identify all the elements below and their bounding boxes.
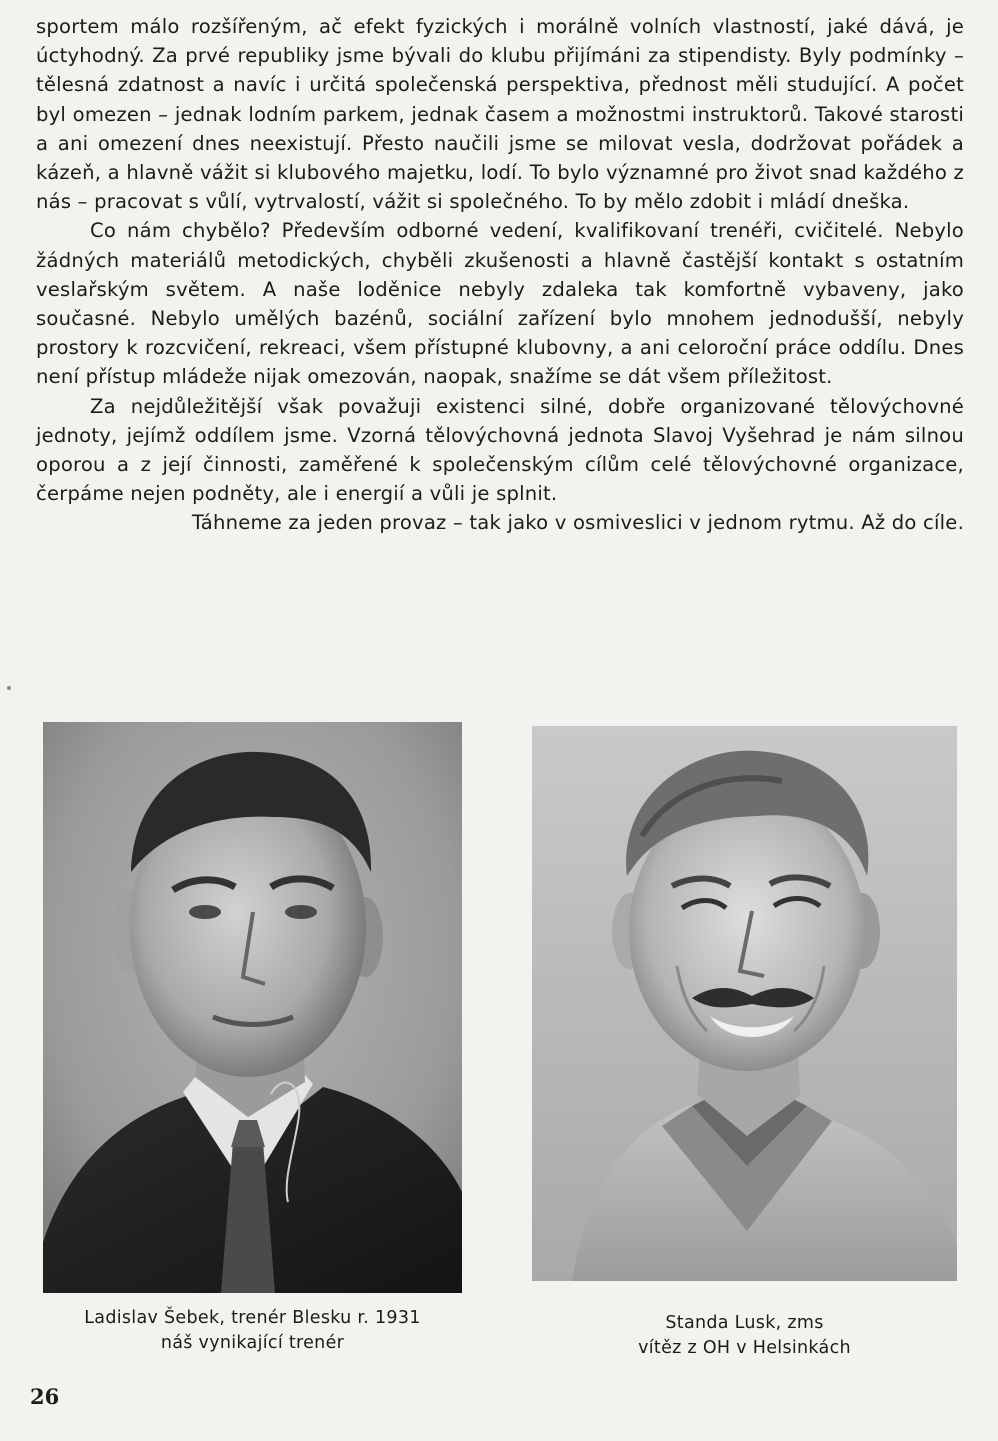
caption-line: Standa Lusk, zms — [665, 1313, 824, 1333]
portrait-photo-lusk — [532, 726, 957, 1281]
page-number: 26 — [30, 1384, 60, 1409]
photo-caption-right — [532, 1311, 957, 1361]
print-speck — [7, 686, 11, 690]
paragraph-continued: sportem málo rozšířeným, ač efekt fyzických i morálně volních vlastností, jaké dává, je úctyhodný. Za prvé republiky jsme bývali do klubu přijímáni za stipendisty. Byly podmínky – tělesná zdatnost a navíc i určitá společenská perspektiva, přednost měli studující. A počet byl omezen – jednak lodním parkem, jednak časem a možnostmi instruktorů. Takové starosti a ani omezení dnes neexistují. Přesto naučili jsme se milovat vesla, dodržovat pořádek a kázeň, a hlavně vážit si klubového majetku, lodí. To bylo významné pro život snad každého z nás – pracovat s vůlí, vytrvalostí, vážit si společného. To by mělo zdobit i mládí dneška. — [36, 15, 964, 214]
photo-caption-left — [43, 1306, 462, 1356]
portrait-photo-sebek — [43, 722, 462, 1293]
caption-line: Ladislav Šebek, trenér Blesku r. 1931 — [84, 1308, 421, 1328]
paragraph: Za nejdůležitější však považuji existenci silné, dobře organizované tělovýchovné jednoty, jejímž oddílem jsme. Vzorná tělovýchovná jednota Slavoj Vyšehrad je nám silnou oporou a z její činnosti, zaměřené k společenským cílům celé tělovýchovné organizace, čerpáme nejen podněty, ale i energií a vůli je splnit. — [36, 394, 964, 506]
paragraph-closing: Táhneme za jeden provaz – tak jako v osmiveslici v jednom rytmu. Až do cíle. — [191, 511, 964, 535]
article-body — [36, 12, 964, 538]
caption-line: vítěz z OH v Helsinkách — [638, 1338, 851, 1358]
caption-line: náš vynikající trenér — [160, 1333, 345, 1353]
paragraph: Co nám chybělo? Především odborné vedení, kvalifikovaní trenéři, cvičitelé. Nebylo žádných materiálů metodických, chyběli zkušenosti a hlavně častější kontakt s ostatním veslařským světem. A naše loděnice nebyly zdaleka tak komfortně vybaveny, jako současné. Nebylo umělých bazénů, sociální zařízení bylo mnohem jednodušší, nebyly prostory k rozcvičení, rekreaci, všem přístupné klubovny, a ani celoroční práce oddílu. Dnes není přístup mládeže nijak omezován, naopak, snažíme se dát všem příležitost. — [36, 219, 964, 389]
